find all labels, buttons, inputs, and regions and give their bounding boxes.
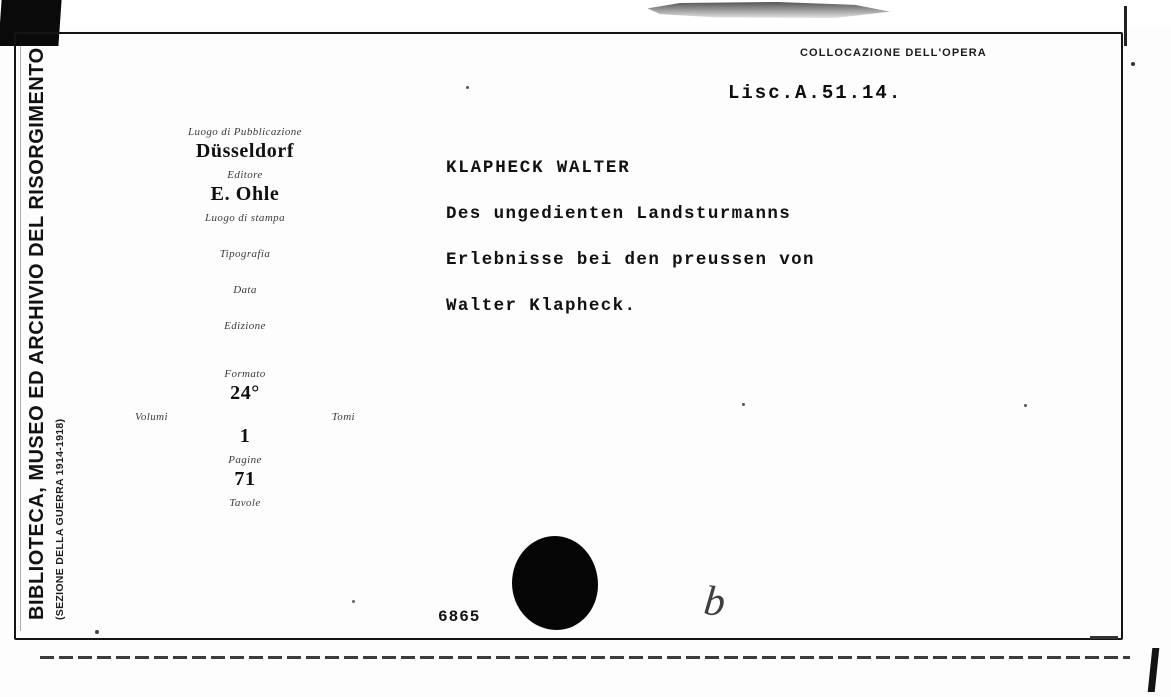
institution-stamp-main: BIBLIOTECA, MUSEO ED ARCHIVIO DEL RISORGIMENTO (26, 47, 48, 620)
metadata-value-edition (120, 334, 370, 352)
record-title-line-1: Des ungedienten Landsturmanns (446, 204, 792, 224)
scan-edge-mark-bottom-right (1090, 636, 1118, 639)
scan-top-margin (0, 0, 1171, 26)
record-body (446, 158, 1006, 342)
metadata-label-printer: Tipografia (219, 248, 271, 260)
collocation-label: COLLOCAZIONE DELL'OPERA (800, 47, 987, 59)
metadata-label-date: Data (233, 284, 257, 296)
metadata-value-volumes: 1 (239, 425, 251, 447)
institution-stamp-sub: (SEZIONE DELLA GUERRA 1914-1918) (54, 418, 66, 620)
card-bottom-rule (40, 656, 1130, 659)
scan-speck-b (742, 403, 745, 406)
metadata-column (120, 126, 370, 509)
scan-speck-right (1131, 62, 1135, 66)
metadata-label-edition: Edizione (224, 320, 266, 332)
inventory-number: 6865 (438, 608, 481, 626)
scan-speck-c (1024, 404, 1027, 407)
metadata-label-format: Formato (224, 368, 266, 380)
institution-stamp (26, 47, 96, 620)
collocation-value: Lisc.A.51.14. (728, 82, 903, 104)
scan-speck-d (352, 600, 355, 603)
metadata-label-publication-place: Luogo di Pubblicazione (188, 126, 302, 138)
record-title-line-2: Erlebnisse bei den preussen von (446, 250, 815, 270)
metadata-value-date (120, 298, 370, 316)
metadata-value-printer (120, 262, 370, 280)
metadata-value-publisher: E. Ohle (210, 183, 280, 205)
scan-edge-mark-right-top (1124, 6, 1127, 46)
record-title-line-3: Walter Klapheck. (446, 296, 637, 316)
metadata-label-pages: Pagine (228, 454, 262, 466)
ink-blot (512, 536, 598, 630)
metadata-label-tomes: Tomi (331, 411, 355, 423)
metadata-value-publication-place: Düsseldorf (195, 140, 295, 162)
metadata-label-volumes: Volumi (135, 411, 168, 423)
scan-speck-a (466, 86, 469, 89)
metadata-label-publisher: Editore (227, 169, 263, 181)
metadata-value-printing-place (120, 226, 370, 244)
metadata-row-volumes-tomes (135, 411, 355, 423)
pencil-annotation: b (701, 578, 728, 626)
metadata-value-pages: 71 (234, 468, 256, 490)
metadata-label-printing-place: Luogo di stampa (205, 212, 285, 224)
record-author: KLAPHECK WALTER (446, 158, 631, 178)
scan-edge-mark-right-bottom (1148, 648, 1160, 692)
metadata-spacer (120, 356, 370, 368)
scan-speck-bottom-left (95, 630, 99, 634)
metadata-label-tavole: Tavole (229, 497, 261, 509)
metadata-value-format: 24° (230, 382, 260, 404)
